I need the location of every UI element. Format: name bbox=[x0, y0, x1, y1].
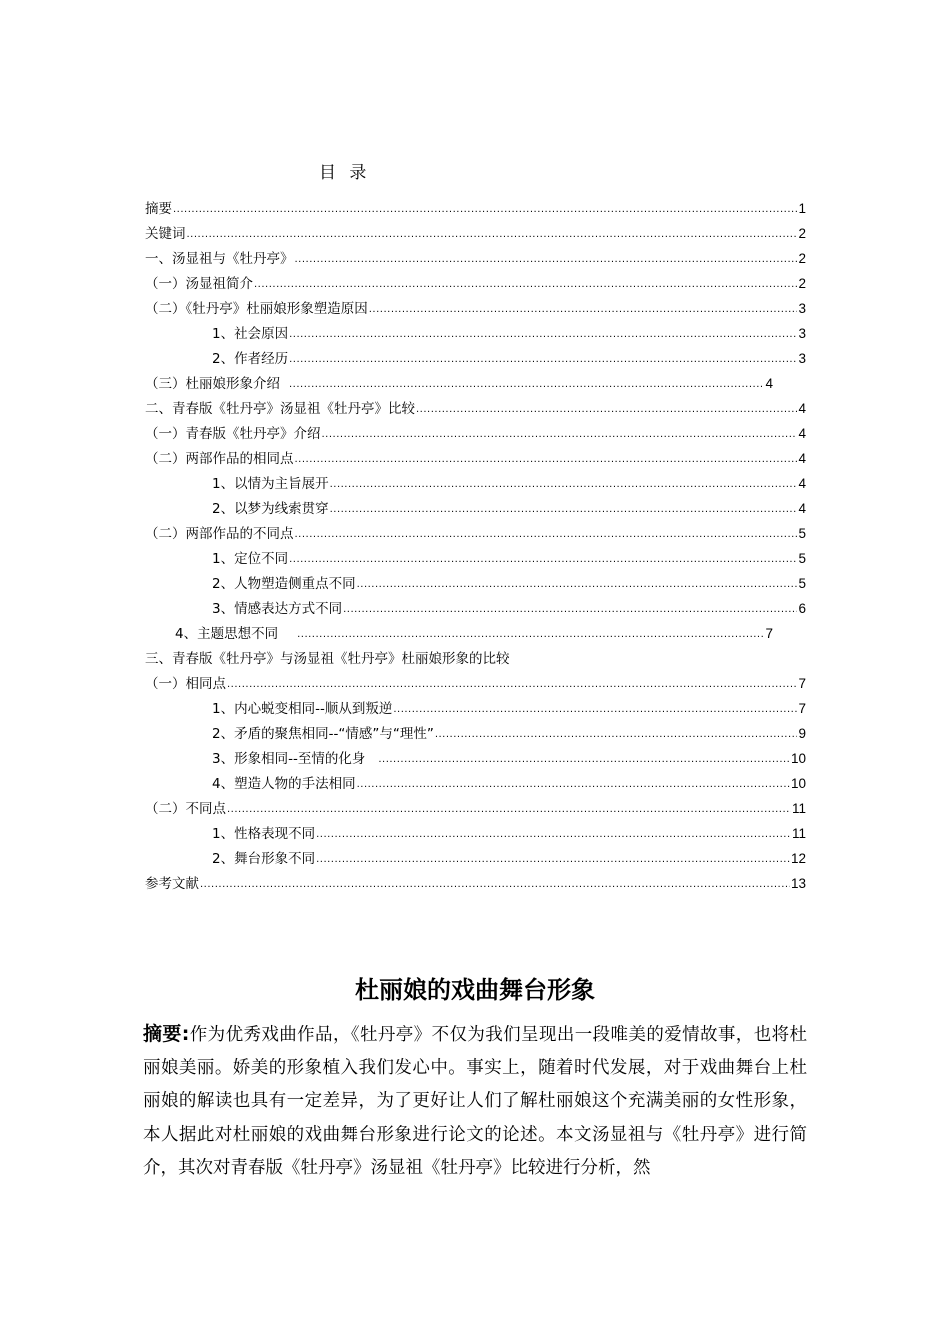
toc-leader bbox=[369, 302, 798, 318]
toc-entry-label: （二）《牡丹亭》杜丽娘形象塑造原因 bbox=[145, 301, 368, 317]
abstract-label: 摘要: bbox=[143, 1023, 190, 1045]
toc-leader bbox=[330, 502, 798, 518]
toc-leader bbox=[200, 877, 790, 893]
toc-entry[interactable] bbox=[145, 446, 806, 468]
toc-leader bbox=[289, 327, 797, 343]
toc-leader bbox=[227, 677, 797, 693]
toc-entry-label: 2、舞台形象不同 bbox=[212, 851, 316, 867]
toc-entry[interactable] bbox=[212, 771, 806, 793]
toc-page-number: 12 bbox=[790, 851, 806, 866]
toc-entry[interactable] bbox=[145, 521, 806, 543]
toc-entry-label: 2、矛盾的聚焦相同--“情感”与“理性” bbox=[212, 726, 434, 742]
toc-entry-label: 参考文献 bbox=[145, 876, 199, 892]
toc-entry-label: 4、塑造人物的手法相同 bbox=[212, 776, 356, 792]
toc-leader bbox=[343, 602, 797, 618]
toc-leader bbox=[289, 377, 764, 393]
toc-entry-label: 4、主题思想不同 bbox=[175, 626, 279, 642]
toc-page-number: 7 bbox=[798, 701, 806, 716]
toc-entry[interactable] bbox=[145, 246, 806, 268]
toc-page-number: 3 bbox=[798, 326, 806, 341]
toc-page-number: 10 bbox=[790, 751, 806, 766]
toc-leader bbox=[416, 402, 797, 418]
toc-entry[interactable] bbox=[212, 696, 806, 718]
toc-entry[interactable] bbox=[212, 846, 806, 868]
toc-entry[interactable] bbox=[212, 496, 806, 518]
toc-page-number: 6 bbox=[798, 601, 806, 616]
toc-entry-label: 一、汤显祖与《牡丹亭》 bbox=[145, 251, 294, 267]
toc-entry-label: 关键词 bbox=[145, 226, 186, 242]
abstract-paragraph bbox=[143, 1018, 807, 1185]
toc-page-number: 4 bbox=[798, 501, 806, 516]
toc-entry[interactable] bbox=[212, 471, 806, 493]
toc-entry-label: 三、青春版《牡丹亭》与汤显祖《牡丹亭》杜丽娘形象的比较 bbox=[145, 651, 510, 667]
toc-leader bbox=[295, 252, 798, 268]
toc-entry[interactable] bbox=[145, 396, 806, 418]
toc-entry-label: （二）两部作品的不同点 bbox=[145, 526, 294, 542]
toc-page-number: 4 bbox=[798, 451, 806, 466]
toc-entry-label: 1、社会原因 bbox=[212, 326, 289, 342]
toc-leader bbox=[289, 552, 797, 568]
toc-leader bbox=[316, 852, 790, 868]
toc-entry[interactable] bbox=[145, 296, 806, 318]
toc-leader bbox=[187, 227, 798, 243]
toc-page-number: 11 bbox=[791, 801, 806, 816]
toc-leader bbox=[322, 427, 798, 443]
toc-entry-label: 3、形象相同--至情的化身 bbox=[212, 751, 366, 767]
toc-entry-label: 2、人物塑造侧重点不同 bbox=[212, 576, 356, 592]
toc-page-number: 3 bbox=[798, 351, 806, 366]
toc-leader bbox=[316, 827, 791, 843]
toc-entry-label: 摘要 bbox=[145, 201, 172, 217]
toc-entry[interactable] bbox=[145, 271, 806, 293]
toc-page-number: 4 bbox=[798, 426, 806, 441]
toc-page-number: 1 bbox=[798, 201, 806, 216]
toc-entry[interactable] bbox=[145, 421, 806, 443]
toc-leader bbox=[297, 627, 764, 643]
toc-entry[interactable] bbox=[145, 796, 806, 818]
toc-entry-label: 1、定位不同 bbox=[212, 551, 289, 567]
toc-leader bbox=[289, 352, 797, 368]
toc-page-number: 3 bbox=[798, 301, 806, 316]
toc-entry-label: （二）不同点 bbox=[145, 801, 226, 817]
toc-leader bbox=[330, 477, 798, 493]
toc-leader bbox=[393, 702, 797, 718]
toc-entry-label: 1、内心蜕变相同--顺从到叛逆 bbox=[212, 701, 393, 717]
toc-entry[interactable] bbox=[212, 746, 806, 768]
toc-entry[interactable] bbox=[145, 646, 806, 668]
toc-page-number: 4 bbox=[765, 376, 773, 391]
toc-entry[interactable] bbox=[212, 546, 806, 568]
toc-page-number: 7 bbox=[798, 676, 806, 691]
toc-entry[interactable] bbox=[212, 571, 806, 593]
toc-page-number: 11 bbox=[791, 826, 806, 841]
toc-entry-label: （三）杜丽娘形象介绍 bbox=[145, 376, 280, 392]
toc-page-number: 5 bbox=[798, 526, 806, 541]
toc-entry-label: （一）汤显祖简介 bbox=[145, 276, 253, 292]
toc-page-number: 2 bbox=[798, 226, 806, 241]
toc-entry-label: 1、性格表现不同 bbox=[212, 826, 316, 842]
toc-leader bbox=[378, 752, 790, 768]
toc-page-number: 5 bbox=[798, 551, 806, 566]
toc-entry[interactable] bbox=[212, 346, 806, 368]
toc-entry[interactable] bbox=[145, 196, 806, 218]
toc-entry-label: （二）两部作品的相同点 bbox=[145, 451, 294, 467]
toc-entry[interactable] bbox=[145, 671, 806, 693]
toc-entry-label: 2、以梦为线索贯穿 bbox=[212, 501, 329, 517]
toc-page-number: 2 bbox=[798, 251, 806, 266]
toc-leader bbox=[295, 452, 798, 468]
toc-title: 目 录 bbox=[319, 163, 371, 183]
toc-page-number: 4 bbox=[798, 476, 806, 491]
toc-page-number: 9 bbox=[798, 726, 806, 741]
toc-entry[interactable] bbox=[212, 721, 806, 743]
toc-page-number: 13 bbox=[790, 876, 806, 891]
toc-entry-label: （一）相同点 bbox=[145, 676, 226, 692]
toc-page-number: 10 bbox=[790, 776, 806, 791]
toc-leader bbox=[173, 202, 797, 218]
toc-entry[interactable] bbox=[145, 371, 773, 393]
toc-leader bbox=[227, 802, 791, 818]
toc-entry[interactable] bbox=[145, 871, 806, 893]
toc-entry[interactable] bbox=[175, 621, 773, 643]
toc-entry[interactable] bbox=[212, 821, 806, 843]
toc-entry-label: 2、作者经历 bbox=[212, 351, 289, 367]
toc-leader bbox=[357, 777, 790, 793]
toc-entry-label: 1、以情为主旨展开 bbox=[212, 476, 329, 492]
toc-page-number: 5 bbox=[798, 576, 806, 591]
toc-entry-label: 3、情感表达方式不同 bbox=[212, 601, 343, 617]
abstract-text: 作为优秀戏曲作品，《牡丹亭》不仅为我们呈现出一段唯美的爱情故事，也将杜丽娘美丽。娇美的形象植入我们发心中。事实上，随着时代发展，对于戏曲舞台上杜丽娘的解读也具有一定差异，为了更好让人们了解杜丽娘这个充满美丽的女性形象，本人据此对杜丽娘的戏曲舞台形象进行论文的论述。本文汤显祖与《牡丹亭》进行简介，其次对青春版《牡丹亭》汤显祖《牡丹亭》比较进行分析，然 bbox=[143, 1025, 807, 1178]
toc-leader bbox=[357, 577, 798, 593]
toc-entry[interactable] bbox=[212, 596, 806, 618]
toc-entry[interactable] bbox=[145, 221, 806, 243]
toc-leader bbox=[295, 527, 798, 543]
toc-entry-label: （一）青春版《牡丹亭》介绍 bbox=[145, 426, 321, 442]
toc-entry-label: 二、青春版《牡丹亭》汤显祖《牡丹亭》比较 bbox=[145, 401, 415, 417]
toc-page-number: 4 bbox=[798, 401, 806, 416]
toc-page-number: 2 bbox=[798, 276, 806, 291]
toc-entry[interactable] bbox=[212, 321, 806, 343]
toc-page-number: 7 bbox=[765, 626, 773, 641]
document-title: 杜丽娘的戏曲舞台形象 bbox=[355, 976, 595, 1004]
toc-leader bbox=[254, 277, 797, 293]
toc-leader bbox=[435, 727, 798, 743]
